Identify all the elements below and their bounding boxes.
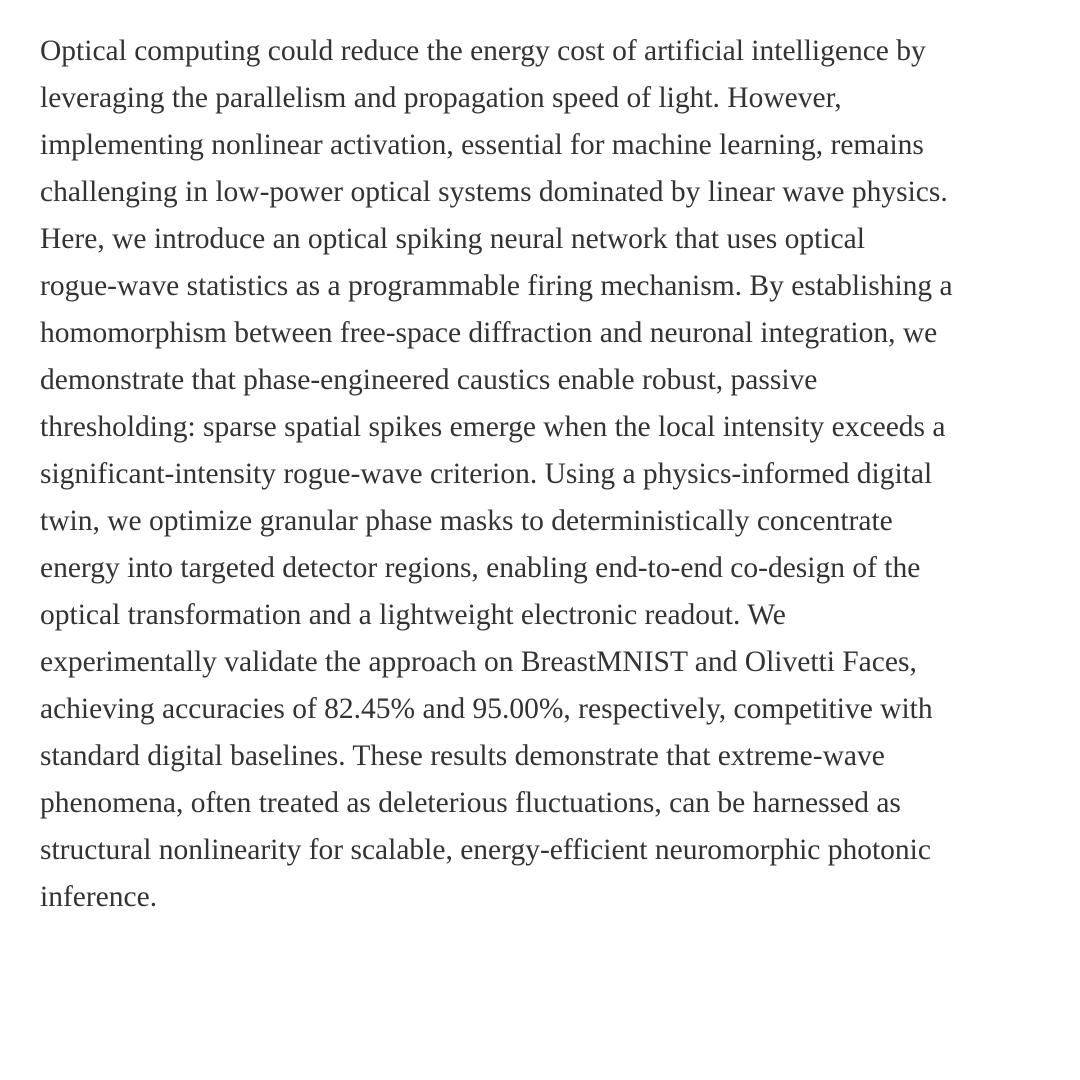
abstract-line: phenomena, often treated as deleterious fluctuations, can be harnessed as bbox=[40, 787, 901, 819]
abstract-line: inference. bbox=[40, 881, 158, 913]
abstract-line: standard digital baselines. These results demonstrate that extreme-wave bbox=[40, 740, 885, 772]
abstract-line: twin, we optimize granular phase masks to deterministically concentrate bbox=[40, 505, 893, 537]
abstract-line: Here, we introduce an optical spiking neural network that uses optical bbox=[40, 223, 865, 255]
abstract-line: structural nonlinearity for scalable, energy-efficient neuromorphic photonic bbox=[40, 834, 931, 866]
abstract-line: homomorphism between free-space diffraction and neuronal integration, we bbox=[40, 317, 938, 349]
abstract-paragraph bbox=[40, 28, 1040, 921]
abstract-line: optical transformation and a lightweight electronic readout. We bbox=[40, 599, 786, 631]
abstract-line: energy into targeted detector regions, enabling end-to-end co-design of the bbox=[40, 552, 921, 584]
abstract-line: demonstrate that phase-engineered caustics enable robust, passive bbox=[40, 364, 818, 396]
abstract-line: Optical computing could reduce the energy cost of artificial intelligence by bbox=[40, 35, 926, 67]
abstract-line: significant-intensity rogue-wave criterion. Using a physics-informed digital bbox=[40, 458, 933, 490]
abstract-line: challenging in low-power optical systems dominated by linear wave physics. bbox=[40, 176, 948, 208]
abstract-line: leveraging the parallelism and propagation speed of light. However, bbox=[40, 82, 842, 114]
abstract-line: achieving accuracies of 82.45% and 95.00%, respectively, competitive with bbox=[40, 693, 933, 725]
abstract-line: implementing nonlinear activation, essential for machine learning, remains bbox=[40, 129, 924, 161]
abstract-line: experimentally validate the approach on BreastMNIST and Olivetti Faces, bbox=[40, 646, 917, 678]
abstract-line: thresholding: sparse spatial spikes emerge when the local intensity exceeds a bbox=[40, 411, 946, 443]
abstract-line: rogue-wave statistics as a programmable firing mechanism. By establishing a bbox=[40, 270, 953, 302]
